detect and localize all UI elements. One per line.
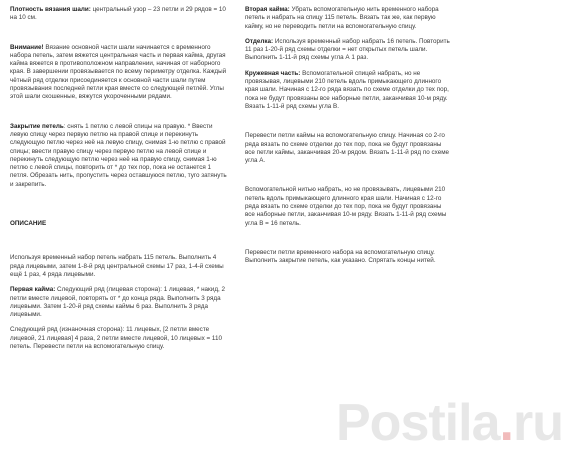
second-border-paragraph: Вторая кайма: Убрать вспомогательную нить временного набора петель и набрать на спицу 115 петель. Вязать так же, как первую кайму, но не переводить петли на вспомогательную спицу. [245,6,439,30]
binding-off-paragraph: Закрытие петель: снять 1 петлю с левой спицы на правую. * Ввести левую спицу через первую петлю на правой спице и перекинуть следующую петлю через неё на левую спицу, снимая 1-ю петлю с правой спицы; ввести правую спицу через первую петлю на левой спице и перекинуть следующую петлю через неё на правую спицу, снимая 1-ю петлю с левой спицы, повторить от * до тех пор, пока не останется 1 петля. Обрезать нить, пропустить через оставшуюся петлю, туго затянуть и закрепить. [10,122,227,188]
description-heading: ОПИСАНИЕ [10,220,47,228]
helper-yarn-paragraph: Вспомогательной нитью набрать, но не провязывать, лицевыми 210 петель вдоль примыкающего длинного края шали. Начиная с 12-го ряда вязать по схеме отделки до тех пор, пока не будут провязаны все наборные петли, заканчивая 10-м ряду. Вязать 1-11-й ряд схемы угла В = 16 петель. [245,186,447,227]
spacer [10,196,230,210]
next-row-paragraph: Следующий ряд (изнаночная сторона): 11 лицевых, [2 петли вместе лицевой, 21 лицевая] 4 раза, 2 петли вместе лицевой, 10 лицевых = 110 петель. Перевести петли на вспомогательную спицу. [10,326,222,351]
spacer [10,30,230,44]
spacer [245,118,450,132]
attention-paragraph: Внимание! Вязание основной части шали начинается с временного набора петель, затем вяжется центральная часть и первая кайма, другая кайма вяжется в противоположном направлении, начиная от наборного края. В завершении провязывается по всему периметру отделка. Каждый чётный ряд отделки присоединяется к основной части шали путем провязывания последней петли края вместе со следующей петлёй. Углы этой шали скошенные, вяжутся укороченными рядами. [10,43,227,101]
spacer [10,240,230,254]
gauge-paragraph: Плотность вязания шали: центральный узор – 23 петли и 29 рядов = 10 на 10 см. [10,6,226,22]
right-column [245,6,450,273]
spacer [10,109,230,123]
finishing-paragraph: Перевести петли временного набора на вспомогательную спицу. Выполнить закрытие петель, как указано. Спрятать концы нитей. [245,248,436,265]
edging-paragraph: Отделка: Используя временный набор набрать 16 петель. Повторить 11 раз 1-20-й ряд схемы отделки = нет открытых петель шали. Выполнить 1-11-й ряд схемы угла А 1 раз. [245,37,450,62]
postila-watermark: Postila.ru [336,394,563,452]
spacer [245,235,450,249]
spacer [245,172,450,186]
lace-part-paragraph: Кружевная часть: Вспомогательной спицей набрать, но не провязывая, лицевыми 210 петель вдоль примыкающего длинного края шали. Начиная с 12-го ряда вязать по схеме отделки до тех пор, пока не будут провязаны все наборные петли, заканчивая 10-м ряду. Вязать 1-11-й ряд схемы угла В. [245,69,449,110]
left-column [10,6,230,358]
cast-on-paragraph: Используя временный набор петель набрать 115 петель. Выполнить 4 ряда лицевыми, затем 1-8-й ряд центральной схемы 17 раз, 1-4-й схемы ещё 1 раз, 4 ряда лицевыми. [10,254,224,278]
first-border-paragraph: Первая кайма: Следующий ряд (лицевая сторона): 1 лицевая, * накид, 2 петли вместе лицевой, повторять от * до конца ряда. Выполнить 3 ряда лицевыми. Затем 1-20-й ряд схемы каймы 6 раз. Выполнить 3 ряда лицевыми. [10,286,226,319]
transfer-border-paragraph: Перевести петли каймы на вспомогательную спицу. Начиная со 2-го ряда вязать по схеме отделки до тех пор, пока не будут провязаны все петли каймы, заканчивая 20-м рядом. Вязать 1-11-й ряд по схеме угла А. [245,132,450,165]
